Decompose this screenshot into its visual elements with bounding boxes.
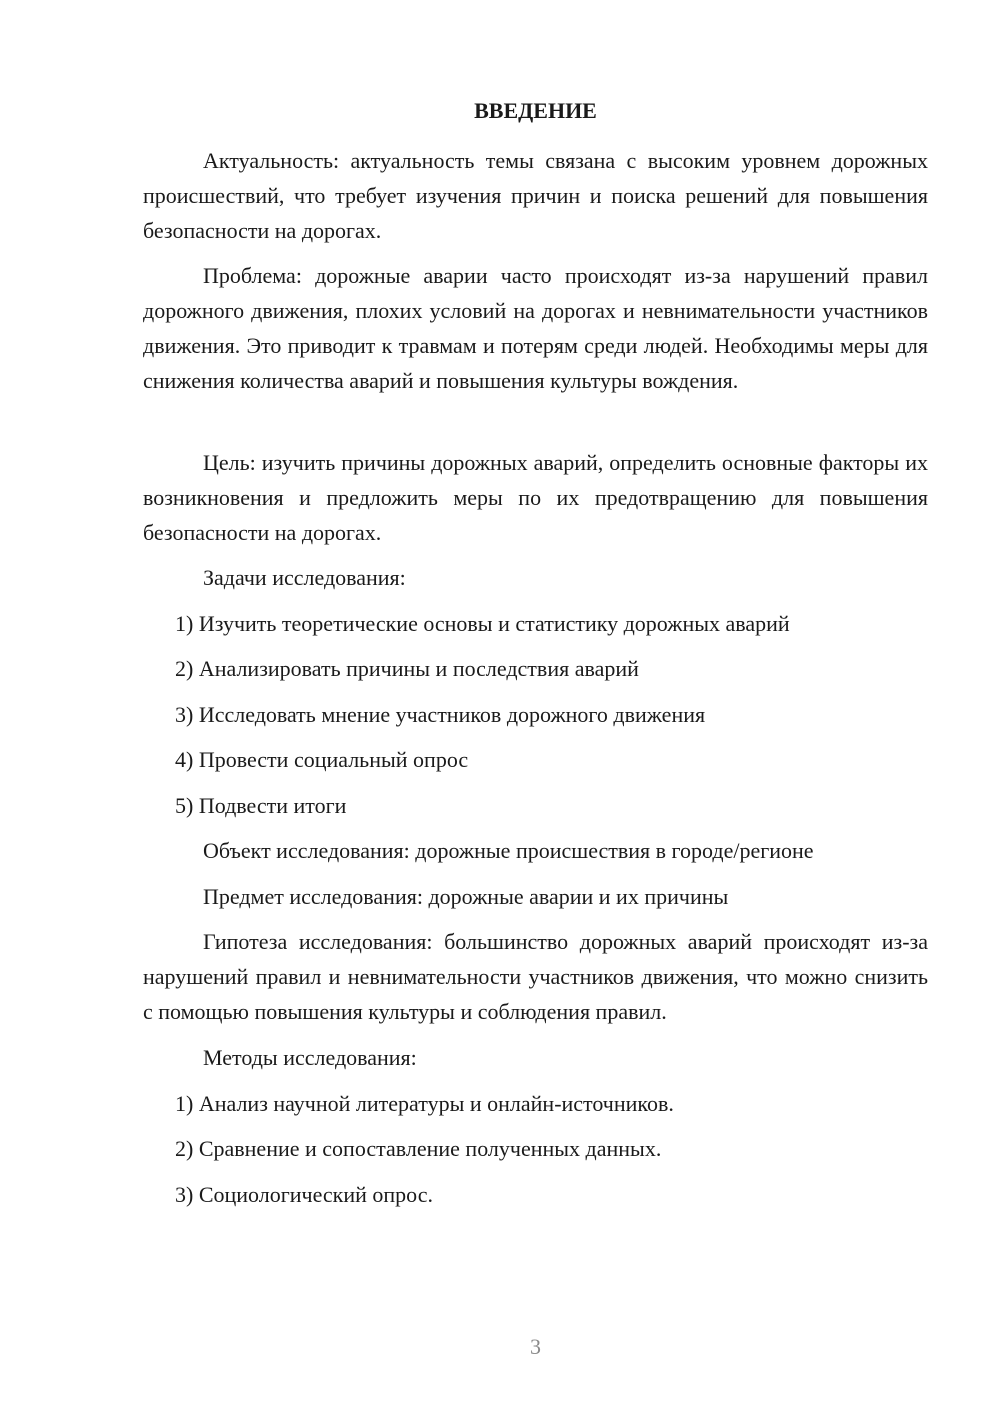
object-line: Объект исследования: дорожные происшествия в городе/регионе [203,838,814,863]
hypothesis-paragraph: Гипотеза исследования: большинство дорожных аварий происходят из-за нарушений правил и невнимательности участников движения, что можно снизить с помощью повышения культуры и соблюдения правил. [143,929,928,1024]
task-item: 3) Исследовать мнение участников дорожного движения [175,702,706,727]
task-item: 5) Подвести итоги [175,793,347,818]
method-item: 1) Анализ научной литературы и онлайн-источников. [175,1091,674,1116]
document-page [143,0,928,1414]
task-item: 4) Провести социальный опрос [175,747,469,772]
task-item: 1) Изучить теоретические основы и статистику дорожных аварий [175,611,790,636]
relevance-paragraph: Актуальность: актуальность темы связана с высоким уровнем дорожных происшествий, что требует изучения причин и поиска решений для повышения безопасности на дорогах. [143,148,928,243]
subject-line: Предмет исследования: дорожные аварии и их причины [203,884,729,909]
method-item: 2) Сравнение и сопоставление полученных данных. [175,1136,662,1161]
problem-paragraph: Проблема: дорожные аварии часто происходят из-за нарушений правил дорожного движения, плохих условий на дорогах и невнимательности участников движения. Это приводит к травмам и потерям среди людей. Необходимы меры для снижения количества аварий и повышения культуры вождения. [143,263,928,393]
method-item: 3) Социологический опрос. [175,1182,433,1207]
task-item: 2) Анализировать причины и последствия аварий [175,656,639,681]
goal-paragraph: Цель: изучить причины дорожных аварий, определить основные факторы их возникновения и предложить меры по их предотвращению для повышения безопасности на дорогах. [143,450,928,545]
section-heading: ВВЕДЕНИЕ [474,98,597,123]
page-number: 3 [530,1334,541,1359]
tasks-title: Задачи исследования: [203,565,406,590]
methods-title: Методы исследования: [203,1045,417,1070]
